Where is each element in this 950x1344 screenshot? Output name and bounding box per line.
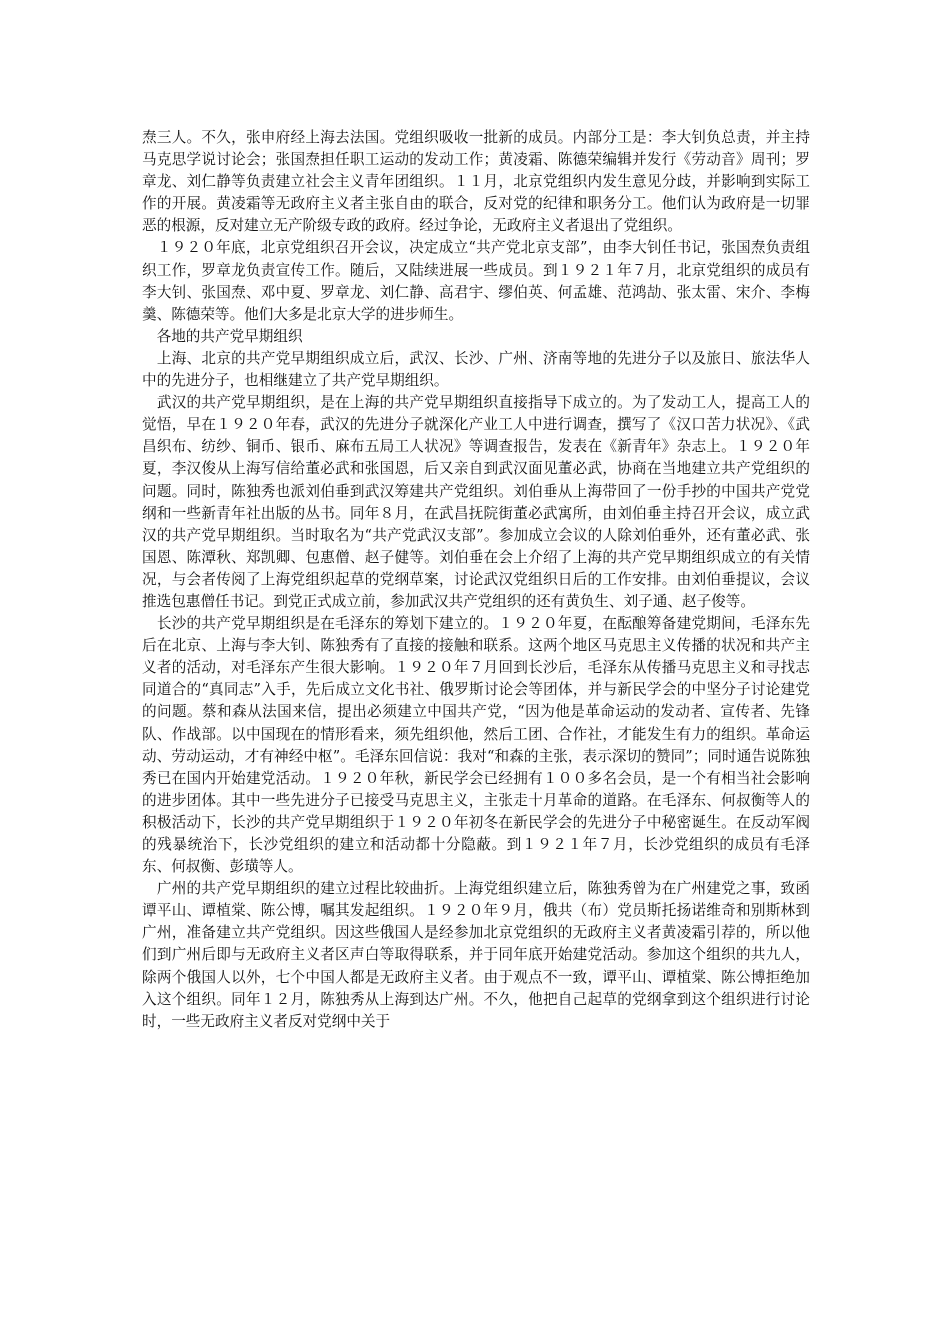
paragraph-3: 上海、北京的共产党早期组织成立后，武汉、长沙、广州、济南等地的先进分子以及旅日、旅法华人中的先进分子，也相继建立了共产党早期组织。 — [142, 349, 810, 390]
paragraph-2: １９２０年底，北京党组织召开会议，决定成立“共产党北京支部”，由李大钊任书记，张国焘负责组织工作，罗章龙负责宣传工作。随后，又陆续进展一些成员。到１９２１年７月，北京党组织的成员有李大钊、张国焘、邓中夏、罗章龙、刘仁静、高君宇、缪伯英、何孟雄、范鸿劼、张太雷、宋介、李梅羹、陈德荣等。他们大多是北京大学的进步师生。 — [142, 239, 810, 323]
paragraph-4: 武汉的共产党早期组织，是在上海的共产党早期组织直接指导下成立的。为了发动工人，提高工人的觉悟，早在１９２０年春，武汉的先进分子就深化产业工人中进行调查，撰写了《汉口苦力状况》、《武昌织布、纺纱、铜币、银币、麻布五局工人状况》等调查报告，发表在《新青年》杂志上。１９２０年夏，李汉俊从上海写信给董必武和张国恩，后又亲自到武汉面见董必武，协商在当地建立共产党组织的问题。同时，陈独秀也派刘伯垂到武汉筹建共产党组织。刘伯垂从上海带回了一份手抄的中国共产党党纲和一些新青年社出版的丛书。同年８月，在武昌抚院街董必武寓所，由刘伯垂主持召开会议，成立武汉的共产党早期组织。当时取名为“共产党武汉支部”。参加成立会议的人除刘伯垂外，还有董必武、张国恩、陈潭秋、郑凯卿、包惠僧、赵子健等。刘伯垂在会上介绍了上海的共产党早期组织成立的有关情况，与会者传阅了上海党组织起草的党纲草案，讨论武汉党组织日后的工作安排。由刘伯垂提议，会议推选包惠僧任书记。到党正式成立前，参加武汉共产党组织的还有黄负生、刘子通、赵子俊等。 — [142, 394, 810, 610]
document-page — [142, 127, 810, 1033]
section-heading: 各地的共产党早期组织 — [142, 327, 303, 345]
paragraph-5: 长沙的共产党早期组织是在毛泽东的筹划下建立的。１９２０年夏，在酝酿筹备建党期间，毛泽东先后在北京、上海与李大钊、陈独秀有了直接的接触和联系。这两个地区马克思主义传播的状况和共产主义者的活动，对毛泽东产生很大影响。１９２０年７月回到长沙后，毛泽东从传播马克思主义和寻找志同道合的“真同志”入手，先后成立文化书社、俄罗斯讨论会等团体，并与新民学会的中坚分子讨论建党的问题。蔡和森从法国来信，提出必须建立中国共产党，“因为他是革命运动的发动者、宣传者、先锋队、作战部。以中国现在的情形看来，须先组织他，然后工团、合作社，才能发生有力的组织。革命运动、劳动运动，才有神经中枢”。毛泽东回信说：我对“和森的主张，表示深切的赞同”；同时通告说陈独秀已在国内开始建党活动。１９２０年秋，新民学会已经拥有１００多名会员，是一个有相当社会影响的进步团体。其中一些先进分子已接受马克思主义，主张走十月革命的道路。在毛泽东、何叔衡等人的积极活动下，长沙的共产党早期组织于１９２０年初冬在新民学会的先进分子中秘密诞生。在反动军阀的残暴统治下，长沙党组织的建立和活动都十分隐蔽。到１９２１年７月，长沙党组织的成员有毛泽东、何叔衡、彭璜等人。 — [142, 615, 810, 876]
paragraph-6: 广州的共产党早期组织的建立过程比较曲折。上海党组织建立后，陈独秀曾为在广州建党之事，致函谭平山、谭植棠、陈公博，嘱其发起组织。１９２０年９月，俄共（布）党员斯托扬诺维奇和别斯林到广州，准备建立共产党组织。因这些俄国人是经参加北京党组织的无政府主义者黄凌霜引荐的，所以他们到广州后即与无政府主义者区声白等取得联系，并于同年底开始建党活动。参加这个组织的共九人，除两个俄国人以外，七个中国人都是无政府主义者。由于观点不一致，谭平山、谭植棠、陈公博拒绝加入这个组织。同年１２月，陈独秀从上海到达广州。不久，他把自己起草的党纲拿到这个组织进行讨论时，一些无政府主义者反对党纲中关于 — [142, 880, 810, 1030]
paragraph-1: 焘三人。不久，张申府经上海去法国。党组织吸收一批新的成员。内部分工是：李大钊负总责，并主持马克思学说讨论会；张国焘担任职工运动的发动工作；黄凌霜、陈德荣编辑并发行《劳动音》周刊；罗章龙、刘仁静等负责建立社会主义青年团组织。１１月，北京党组织内发生意见分歧，并影响到实际工作的开展。黄凌霜等无政府主义者主张自由的联合，反对党的纪律和职务分工。他们认为政府是一切罪恶的根源，反对建立无产阶级专政的政府。经过争论，无政府主义者退出了党组织。 — [142, 129, 810, 235]
